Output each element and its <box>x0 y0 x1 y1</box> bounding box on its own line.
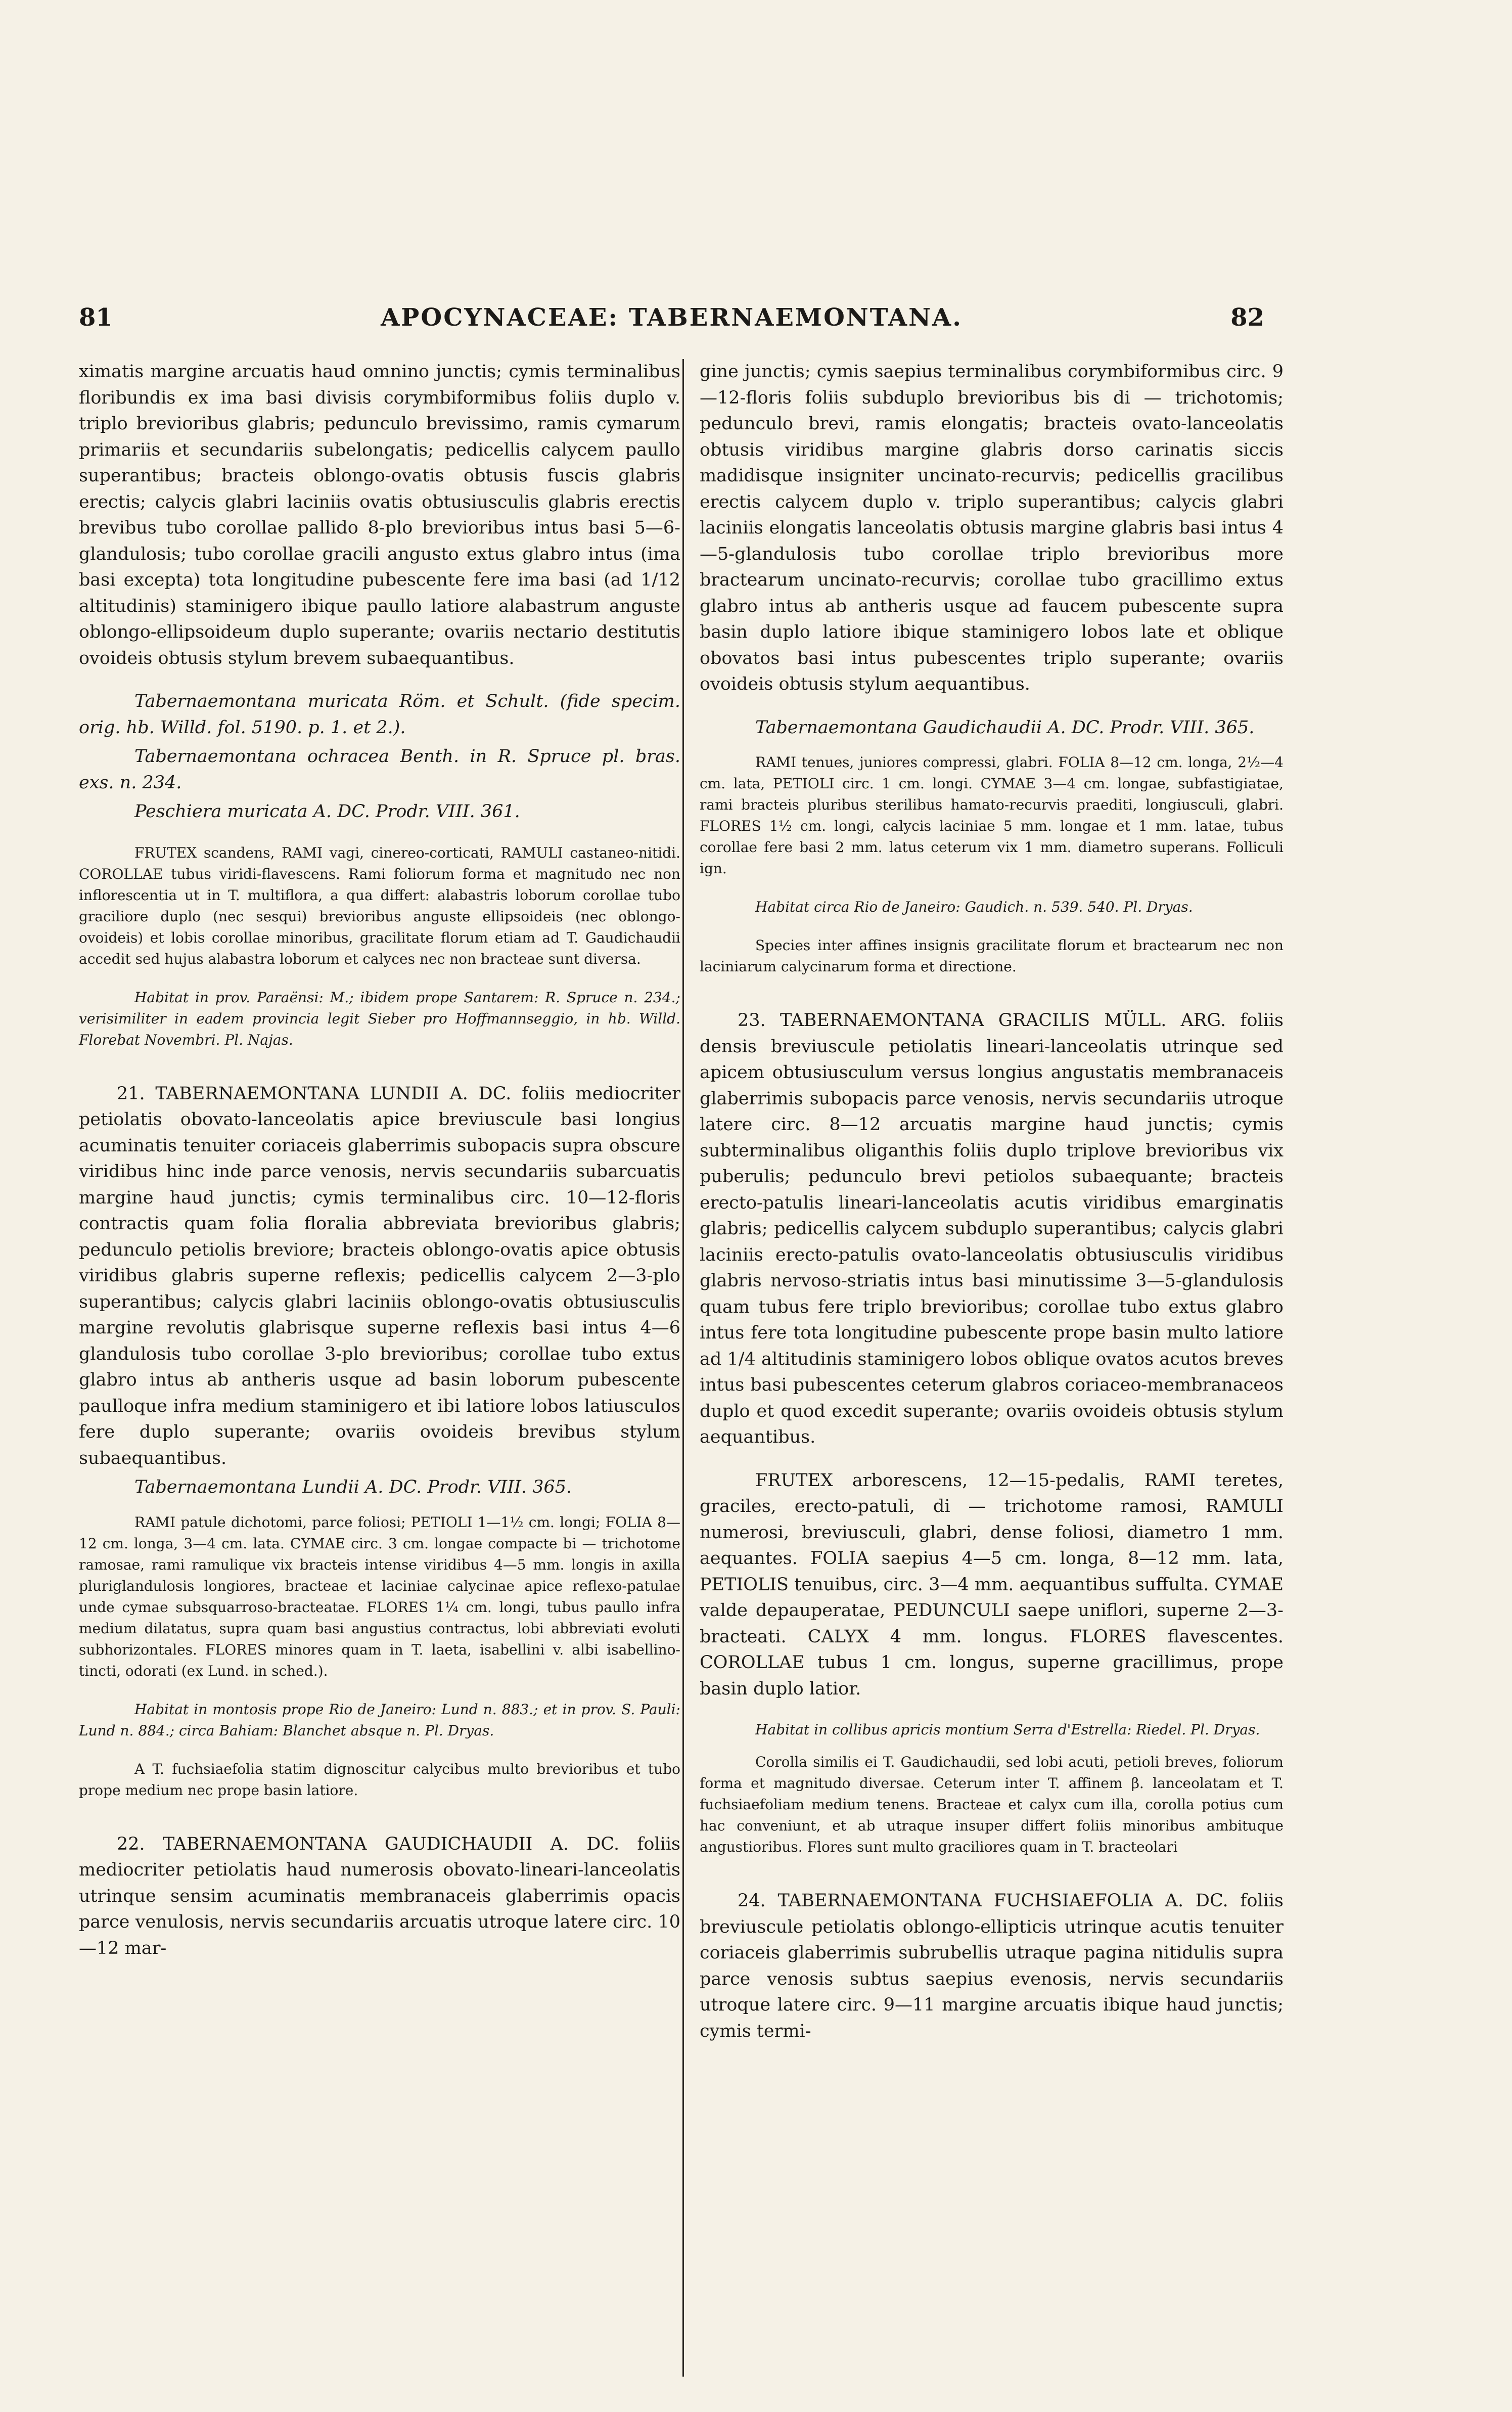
left-column <box>79 359 680 1961</box>
synonym: Tabernaemontana muricata Röm. et Schult. (fide specim. orig. hb. Willd. fol. 5190. p. 1. et 2.). <box>79 691 680 738</box>
species-23-diagnosis: 23. TABERNAEMONTANA GRACILIS MÜLL. ARG. foliis densis breviuscule petiolatis lineari-lanceolatis utrinque sed apicem obtusiusculum versus longius angustatis membranaceis glaberrimis subopacis parce venosis, nervis secundariis utroque latere circ. 8—12 arcuatis margine haud junctis; cymis subterminalibus oliganthis foliis duplo triplove brevioribus vix puberulis; pedunculo brevi petiolos subaequante; bracteis erecto-patulis lineari-lanceolatis acutis viridibus emarginatis glabris; pedicellis calycem subduplo superantibus; calycis glabri laciniis erecto-patulis ovato-lanceolatis obtusiusculis viridibus glabris nervoso-striatis intus basi minutissime 3—5-glandulosis quam tubus fere triplo brevioribus; corollae tubo extus glabro intus fere tota longitudine pubescente prope basin multo latiore ad 1/4 altitudinis staminigero lobos oblique ovatos acutos breves intus basi pubescentes ceterum glabros coriaceo-membranaceos duplo et quod excedit superante; ovariis ovoideis obtusis stylum aequantibus. <box>700 1010 1284 1447</box>
species-description: FRUTEX arborescens, 12—15-pedalis, RAMI teretes, graciles, erecto-patuli, di — trichotome ramosi, RAMULI numerosi, breviusculi, glabri, dense foliosi, diametro 1 mm. aequantes. FOLIA saepius 4—5 cm. longa, 8—12 mm. lata, PETIOLIS tenuibus, circ. 3—4 mm. aequantibus suffulta. CYMAE valde depauperatae, PEDUNCULI saepe uniflori, superne 2—3-bracteati. CALYX 4 mm. longus. FLORES flavescentes. COROLLAE tubus 1 cm. longus, superne gracillimus, prope basin duplo latior. <box>700 1470 1284 1699</box>
species-21-diagnosis: 21. TABERNAEMONTANA LUNDII A. DC. foliis mediocriter petiolatis obovato-lanceolatis apice breviuscule basi longius acuminatis tenuiter coriaceis glaberrimis subopacis supra obscure viridibus hinc inde parce venosis, nervis secundariis subarcuatis margine haud junctis; cymis terminalibus circ. 10—12-floris contractis quam folia floralia abbreviata brevioribus glabris; pedunculo petiolis breviore; bracteis oblongo-ovatis apice obtusis viridibus glabris superne reflexis; pedicellis calycem 2—3-plo superantibus; calycis glabri laciniis oblongo-ovatis obtusiusculis margine revolutis glabrisque superne reflexis basi intus 4—6 glandulosis tubo corollae 3-plo brevioribus; corollae tubo extus glabro intus ab antheris usque ad basin loborum pubescente paulloque infra medium staminigero et ibi latiore lobos latiusculos fere duplo superante; ovariis ovoideis brevibus stylum subaequantibus. <box>79 1083 680 1468</box>
note: Corolla similis ei T. Gaudichaudii, sed lobi acuti, petioli breves, foliorum forma et magnitudo diversae. Ceterum inter T. affinem β. lanceolatam et T. fuchsiaefoliam medium tenens. Bracteae et calyx cum illa, corolla potius cum hac conveniunt, et ab utraque insuper differt foliis minoribus ambituque angustioribus. Flores sunt multo graciliores quam in T. bracteolari <box>700 1754 1284 1855</box>
habitat: Habitat in montosis prope Rio de Janeiro: Lund n. 883.; et in prov. S. Pauli: Lund n. 884.; circa Bahiam: Blanchet absque n. Pl. Dryas. <box>79 1701 680 1739</box>
species-24-diagnosis: 24. TABERNAEMONTANA FUCHSIAEFOLIA A. DC. foliis breviuscule petiolatis oblongo-ellipticis utrinque acutis tenuiter coriaceis glaberrimis subrubellis utraque pagina nitidulis supra parce venosis subtus saepius evenosis, nervis secundariis utroque latere circ. 9—11 margine arcuatis ibique haud junctis; cymis termi- <box>700 1891 1284 2041</box>
synonym: Peschiera muricata A. DC. Prodr. VIII. 361. <box>134 801 520 822</box>
synonym: Tabernaemontana Lundii A. DC. Prodr. VIII. 365. <box>134 1477 572 1497</box>
habitat: Habitat in collibus apricis montium Serra d'Estrella: Riedel. Pl. Dryas. <box>755 1721 1260 1738</box>
column-divider <box>682 359 684 2377</box>
species-22-diagnosis-continued: gine junctis; cymis saepius terminalibus corymbiformibus circ. 9—12-floris foliis subduplo brevioribus bis di — trichotomis; pedunculo brevi, ramis elongatis; bracteis ovato-lanceolatis obtusis viridibus margine glabris dorso carinatis siccis madidisque insigniter uncinato-recurvis; pedicellis gracilibus erectis calycem duplo v. triplo superantibus; calycis glabri laciniis elongatis lanceolatis obtusis margine glabris basi intus 4—5-glandulosis tubo corollae triplo brevioribus more bractearum uncinato-recurvis; corollae tubo gracillimo extus glabro intus ab antheris usque ad faucem pubescente supra basin duplo latiore ibique staminigero lobos late et oblique obovatos basi intus pubescentes triplo superante; ovariis ovoideis obtusis stylum aequantibus. <box>700 362 1284 694</box>
page-number-left: 81 <box>79 303 113 332</box>
species-20-diagnosis-continued: ximatis margine arcuatis haud omnino junctis; cymis terminalibus floribundis ex ima basi divisis corymbiformibus foliis duplo v. triplo brevioribus glabris; pedunculo brevissimo, ramis cymarum primariis et secundariis subelongatis; pedicellis calycem paullo superantibus; bracteis oblongo-ovatis obtusis fuscis glabris erectis; calycis glabri laciniis ovatis obtusiusculis glabris erectis brevibus tubo corollae pallido 8-plo brevioribus intus basi 5—6-glandulosis; tubo corollae gracili angusto extus glabro intus (ima basi excepta) tota longitudine pubescente fere ima basi (ad 1/12 altitudinis) staminigero ibique paullo latiore alabastrum anguste oblongo-ellipsoideum duplo superante; ovariis nectario destitutis ovoideis obtusis stylum brevem subaequantibus. <box>79 362 680 668</box>
species-description: RAMI tenues, juniores compressi, glabri. FOLIA 8—12 cm. longa, 2½—4 cm. lata, PETIOLI circ. 1 cm. longi. CYMAE 3—4 cm. longae, subfastigiatae, rami bracteis pluribus sterilibus hamato-recurvis praediti, longiusculi, glabri. FLORES 1½ cm. longi, calycis laciniae 5 mm. longae et 1 mm. latae, tubus corollae fere basi 2 mm. latus ceterum vix 1 mm. diametro superans. Folliculi ign. <box>700 754 1284 877</box>
note: A T. fuchsiaefolia statim dignoscitur calycibus multo brevioribus et tubo prope medium nec prope basin latiore. <box>79 1760 680 1799</box>
habitat: Habitat in prov. Paraënsi: M.; ibidem prope Santarem: R. Spruce n. 234.; verisimiliter in eadem provincia legit Sieber pro Hoffmannseggio, in hb. Willd. Florebat Novembri. Pl. Najas. <box>79 989 680 1048</box>
page-header <box>79 303 1264 339</box>
page-number-right: 82 <box>1230 303 1264 332</box>
habitat: Habitat circa Rio de Janeiro: Gaudich. n. 539. 540. Pl. Dryas. <box>755 899 1193 915</box>
synonym: Tabernaemontana ochracea Benth. in R. Spruce pl. bras. exs. n. 234. <box>79 746 680 793</box>
running-title: APOCYNACEAE: TABERNAEMONTANA. <box>381 303 963 332</box>
synonym: Tabernaemontana Gaudichaudii A. DC. Prodr. VIII. 365. <box>755 717 1255 738</box>
species-description: RAMI patule dichotomi, parce foliosi; PETIOLI 1—1½ cm. longi; FOLIA 8—12 cm. longa, 3—4 cm. lata. CYMAE circ. 3 cm. longae compacte bi — trichotome ramosae, rami ramulique vix bracteis intense viridibus 4—5 mm. longis in axilla pluriglandulosis longiores, bracteae et laciniae calycinae apice reflexo-patulae unde cymae subsquarroso-bracteatae. FLORES 1¼ cm. longi, tubus paullo infra medium dilatatus, supra quam basi angustius contractus, lobi abbreviati evoluti subhorizontales. FLORES minores quam in T. laeta, isabellini v. albi isabellino-tincti, odorati (ex Lund. in sched.). <box>79 1513 680 1679</box>
right-column <box>700 359 1284 2044</box>
species-description: FRUTEX scandens, RAMI vagi, cinereo-corticati, RAMULI castaneo-nitidi. COROLLAE tubus viridi-flavescens. Rami foliorum forma et magnitudo nec non inflorescentia ut in T. multiflora, a qua differt: alabastris loborum corollae tubo graciliore duplo (nec sesqui) brevioribus anguste ellipsoideis (nec oblongo-ovoideis) et lobis corollae minoribus, gracilitate florum etiam ad T. Gaudichaudii accedit sed hujus alabastra loborum et calyces nec non bracteae sunt diversa. <box>79 844 680 967</box>
note: Species inter affines insignis gracilitate florum et bractearum nec non laciniarum calycinarum forma et directione. <box>700 937 1284 975</box>
species-22-diagnosis: 22. TABERNAEMONTANA GAUDICHAUDII A. DC. foliis mediocriter petiolatis haud numerosis obovato-lineari-lanceolatis utrinque sensim acuminatis membranaceis glaberrimis opacis parce venulosis, nervis secundariis arcuatis utroque latere circ. 10—12 mar- <box>79 1834 680 1958</box>
